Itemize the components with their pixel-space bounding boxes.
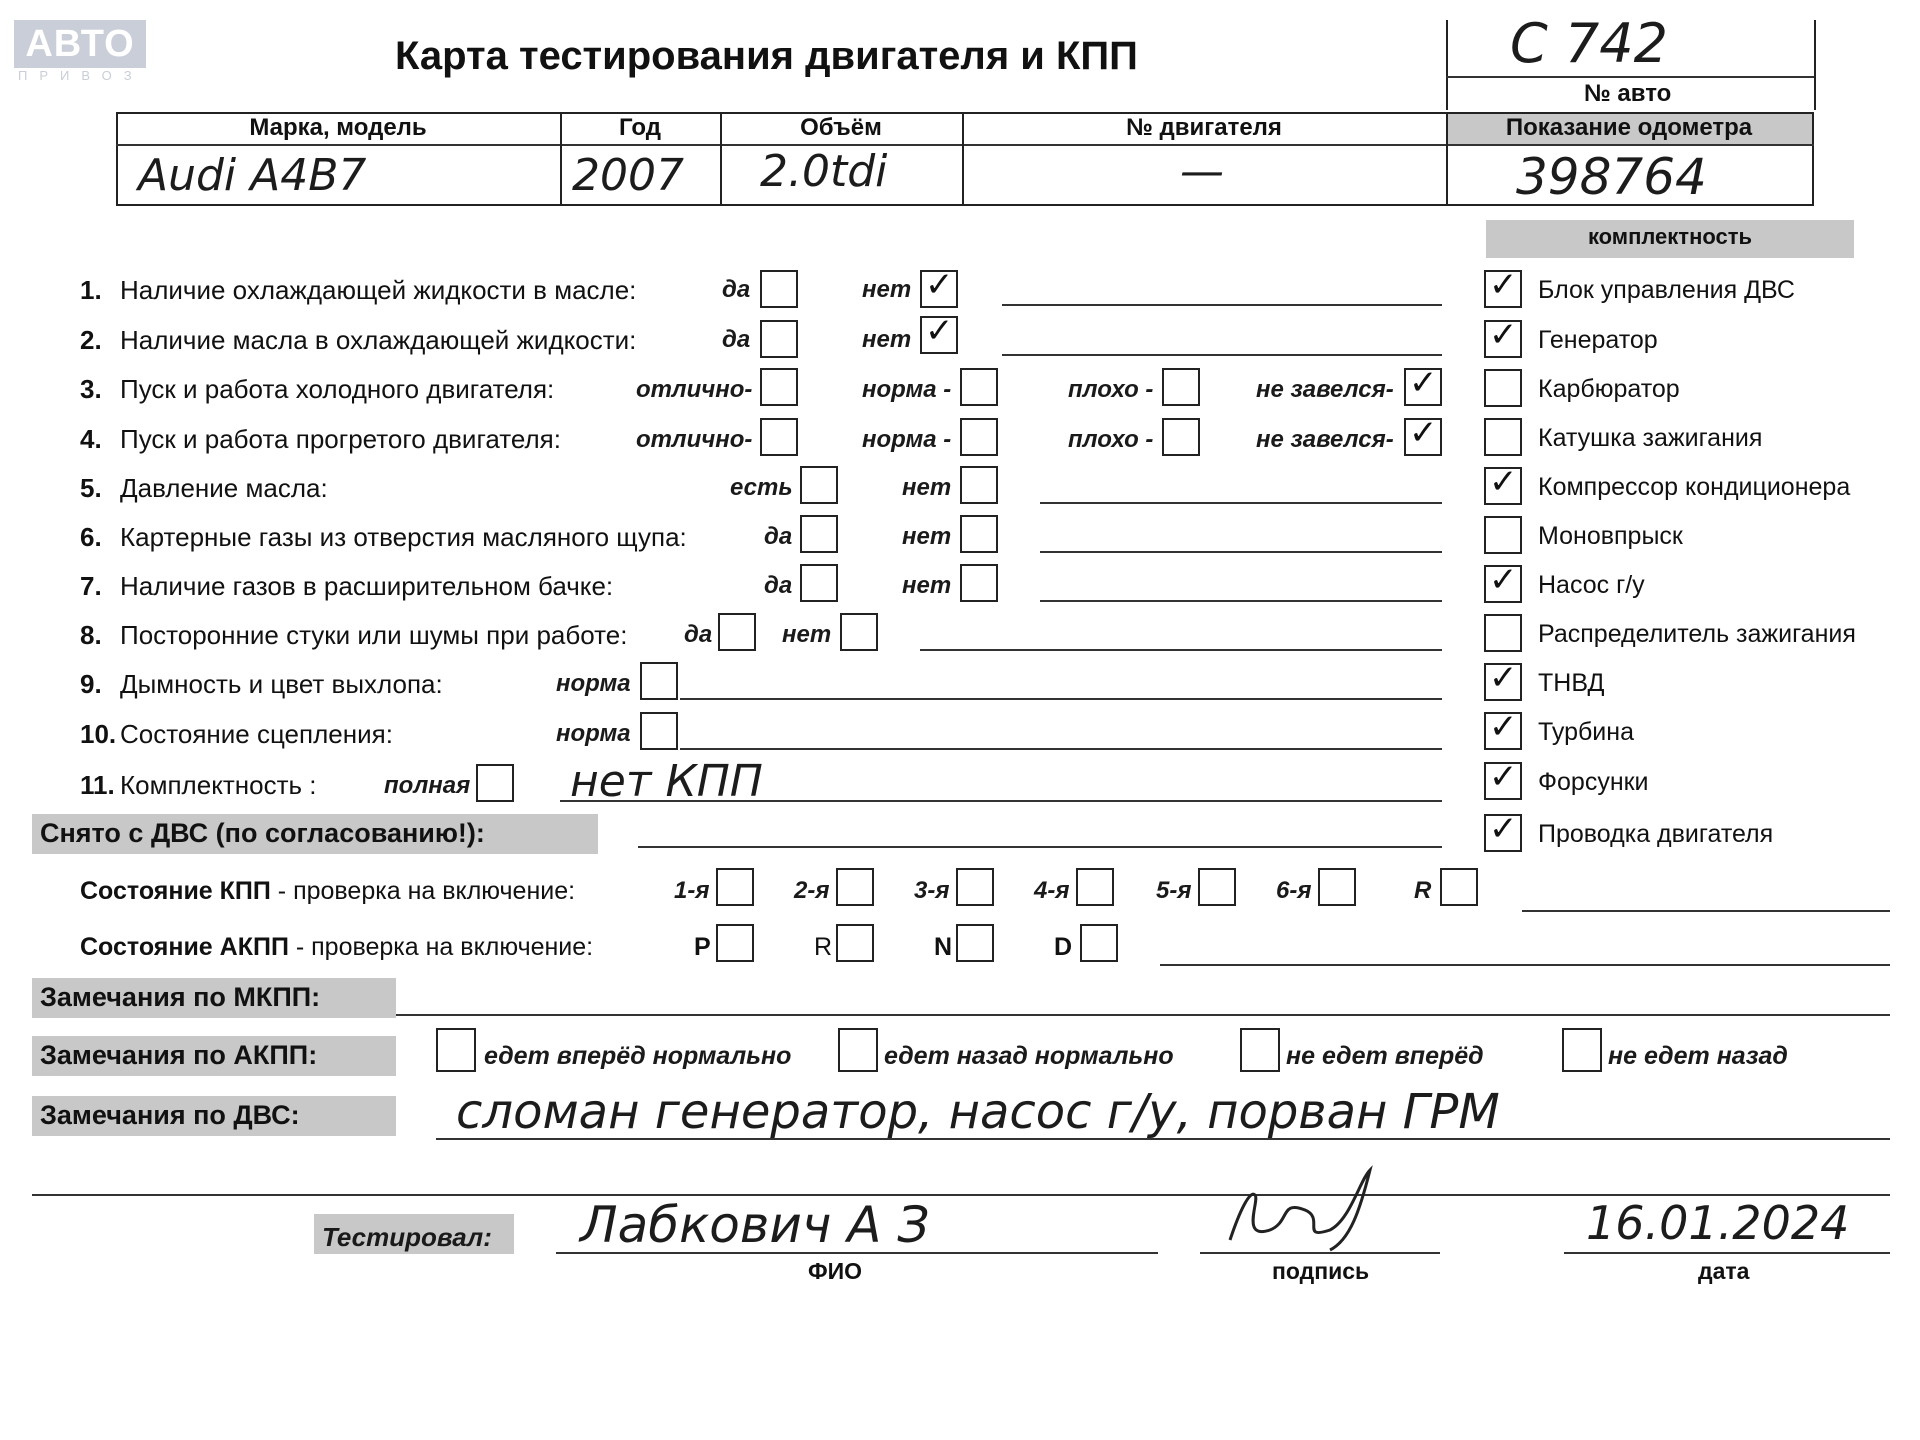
check-icon: ✓: [925, 265, 954, 305]
dvs-remarks-value: сломан генератор, насос г/у, порван ГРМ: [456, 1084, 1500, 1140]
row-5-line: [1040, 502, 1442, 504]
car-no-label: № авто: [1584, 80, 1672, 107]
check-icon: ✓: [1489, 757, 1518, 797]
row-3-opt-excellent: отлично-: [636, 376, 753, 403]
row-9: [80, 669, 443, 700]
row-6: [80, 522, 687, 553]
row-5-opt-yes: есть: [730, 474, 793, 501]
check-icon: ✓: [1489, 658, 1518, 698]
mkpp-remarks-line: [396, 1014, 1890, 1016]
row-10-line: [680, 748, 1442, 750]
row-4-opt-normal: норма -: [862, 426, 952, 453]
complect-item-injectors: Форсунки: [1538, 768, 1649, 796]
row-9-line: [680, 698, 1442, 700]
row-2-opt-no: нет: [862, 326, 912, 353]
row-number: 11.: [80, 770, 115, 800]
akpp-opt-backward: едет назад нормально: [884, 1042, 1174, 1070]
row-3: [80, 374, 554, 405]
akpp-mode-p: P: [694, 933, 711, 961]
header-divider: [116, 144, 1814, 146]
complect-box-injectors[interactable]: [1484, 757, 1522, 800]
engine-label: № двигателя: [1126, 114, 1282, 141]
row-11-opt-full: полная: [384, 772, 471, 799]
akpp-opt-no-backward-box[interactable]: [1562, 1028, 1602, 1072]
kpp-gear-5-box[interactable]: [1198, 868, 1236, 906]
signature-label: подпись: [1272, 1258, 1370, 1284]
row-5-no-box[interactable]: [960, 466, 998, 504]
complect-box-turbine[interactable]: [1484, 707, 1522, 750]
fio-label: ФИО: [808, 1258, 863, 1284]
row-label: Пуск и работа холодного двигателя:: [120, 374, 555, 404]
row-number: 4.: [80, 424, 102, 454]
row-4-nostart-box[interactable]: [1404, 413, 1442, 456]
odometer-value: 398764: [1516, 148, 1707, 206]
row-10: [80, 719, 393, 750]
complect-item-mono-injection: Моновпрыск: [1538, 522, 1683, 550]
row-number: 6.: [80, 522, 102, 552]
signature-line: [1200, 1252, 1440, 1254]
row-11-note: нет КПП: [570, 756, 763, 807]
row-3-bad-box[interactable]: [1162, 368, 1200, 406]
row-5-opt-no: нет: [902, 474, 952, 501]
complect-item-ac-compressor: Компрессор кондиционера: [1538, 473, 1851, 501]
row-number: 3.: [80, 374, 102, 404]
removed-line: [638, 846, 1442, 848]
row-label: Наличие газов в расширительном бачке:: [120, 571, 614, 601]
akpp-label-rest: - проверка на включение:: [288, 933, 594, 961]
check-icon: ✓: [1489, 265, 1518, 305]
row-label: Наличие масла в охлаждающей жидкости:: [120, 325, 637, 355]
row-4-excellent-box[interactable]: [760, 418, 798, 456]
row-6-line: [1040, 551, 1442, 553]
row-2-yes-box[interactable]: [760, 320, 798, 358]
akpp-mode-r: R: [814, 933, 833, 961]
akpp-mode-n: N: [934, 933, 953, 961]
volume-value: 2.0tdi: [760, 146, 888, 197]
row-7-yes-box[interactable]: [800, 564, 838, 602]
akpp-opt-backward-box[interactable]: [838, 1028, 878, 1072]
akpp-label: [80, 933, 593, 962]
row-11: [80, 770, 317, 801]
complect-item-generator: Генератор: [1538, 326, 1658, 354]
row-4: [80, 424, 561, 455]
akpp-mode-r-box[interactable]: [836, 924, 874, 962]
row-label: Картерные газы из отверстия масляного щупа:: [120, 522, 687, 552]
row-7-no-box[interactable]: [960, 564, 998, 602]
row-1-opt-no: нет: [862, 276, 912, 303]
row-4-normal-box[interactable]: [960, 418, 998, 456]
kpp-gear-3: 3-я: [914, 877, 950, 904]
row-1-line: [1002, 304, 1442, 306]
complect-box-wiring[interactable]: [1484, 809, 1522, 852]
complect-item-ecu: Блок управления ДВС: [1538, 276, 1795, 304]
akpp-opt-no-forward-box[interactable]: [1240, 1028, 1280, 1072]
car-no-underline: [1446, 76, 1814, 78]
kpp-gear-r-box[interactable]: [1440, 868, 1478, 906]
kpp-gear-6: 6-я: [1276, 877, 1312, 904]
row-8-opt-no: нет: [782, 621, 832, 648]
akpp-opt-no-forward: не едет вперёд: [1286, 1042, 1484, 1070]
row-6-yes-box[interactable]: [800, 515, 838, 553]
kpp-gear-2: 2-я: [794, 877, 830, 904]
row-2: [80, 325, 636, 356]
odometer-label: Показание одометра: [1505, 114, 1753, 141]
row-label: Пуск и работа прогретого двигателя:: [120, 424, 561, 454]
complect-item-ignition-coil: Катушка зажигания: [1538, 424, 1763, 452]
kpp-gear-1-box[interactable]: [716, 868, 754, 906]
check-icon: ✓: [1409, 413, 1438, 453]
row-label: Состояние сцепления:: [120, 719, 393, 749]
akpp-remarks-label: Замечания по АКПП:: [40, 1040, 318, 1070]
date-value: 16.01.2024: [1586, 1196, 1850, 1250]
akpp-opt-no-backward: не едет назад: [1608, 1042, 1788, 1070]
kpp-label-rest: - проверка на включение:: [270, 877, 576, 905]
year-value: 2007: [572, 150, 684, 201]
date-label: дата: [1698, 1258, 1750, 1284]
complect-box-mono-injection[interactable]: [1484, 516, 1522, 554]
row-3-opt-normal: норма -: [862, 376, 952, 403]
row-4-bad-box[interactable]: [1162, 418, 1200, 456]
row-6-opt-yes: да: [764, 523, 793, 550]
row-8-opt-yes: да: [684, 621, 713, 648]
row-9-opt-normal: норма: [556, 670, 631, 697]
dvs-remarks-label: Замечания по ДВС:: [40, 1100, 300, 1130]
kpp-gear-5: 5-я: [1156, 877, 1192, 904]
complect-box-ps-pump[interactable]: [1484, 560, 1522, 603]
row-4-opt-nostart: не завелся-: [1256, 426, 1394, 453]
row-4-opt-bad: плохо -: [1068, 426, 1154, 453]
row-5: [80, 473, 328, 504]
complect-box-distributor[interactable]: [1484, 614, 1522, 652]
row-2-opt-yes: да: [722, 326, 751, 353]
complect-box-ignition-coil[interactable]: [1484, 418, 1522, 456]
fio-line: [556, 1252, 1158, 1254]
row-number: 2.: [80, 325, 102, 355]
row-7: [80, 571, 613, 602]
complect-item-carburetor: Карбюратор: [1538, 375, 1680, 403]
check-icon: ✓: [925, 311, 954, 351]
complect-item-wiring: Проводка двигателя: [1538, 820, 1774, 848]
row-number: 9.: [80, 669, 102, 699]
tested-label: Тестировал:: [322, 1222, 492, 1252]
row-11-full-box[interactable]: [476, 764, 514, 802]
complect-item-distributor: Распределитель зажигания: [1538, 620, 1856, 648]
row-10-normal-box[interactable]: [640, 712, 678, 750]
logo: АВТО: [14, 20, 146, 68]
row-label: Дымность и цвет выхлопа:: [120, 669, 443, 699]
row-1: [80, 275, 636, 306]
akpp-mode-n-box[interactable]: [956, 924, 994, 962]
akpp-label-bold: Состояние АКПП: [80, 933, 289, 961]
complect-item-injection-pump: ТНВД: [1538, 669, 1605, 697]
kpp-gear-3-box[interactable]: [956, 868, 994, 906]
brand-value: Audi A4B7: [138, 150, 367, 201]
check-icon: ✓: [1409, 363, 1438, 403]
logo-subtitle: ПРИВОЗ: [18, 68, 144, 83]
row-2-line: [1002, 354, 1442, 356]
row-3-nostart-box[interactable]: [1404, 363, 1442, 406]
date-line: [1564, 1252, 1890, 1254]
complect-box-carburetor[interactable]: [1484, 369, 1522, 407]
kpp-gear-6-box[interactable]: [1318, 868, 1356, 906]
row-9-normal-box[interactable]: [640, 662, 678, 700]
row-2-no-box[interactable]: [920, 311, 958, 354]
row-3-excellent-box[interactable]: [760, 368, 798, 406]
row-8: [80, 620, 627, 651]
row-8-no-box[interactable]: [840, 613, 878, 651]
fio-value: Лабкович А З: [580, 1196, 930, 1254]
row-number: 7.: [80, 571, 102, 601]
complect-box-ac-compressor[interactable]: [1484, 462, 1522, 505]
brand-label: Марка, модель: [249, 114, 427, 141]
row-label: Посторонние стуки или шумы при работе:: [120, 620, 628, 650]
row-4-opt-excellent: отлично-: [636, 426, 753, 453]
signature: [1210, 1160, 1400, 1260]
row-7-opt-yes: да: [764, 572, 793, 599]
kpp-gear-4: 4-я: [1034, 877, 1070, 904]
row-label: Наличие охлаждающей жидкости в масле:: [120, 275, 637, 305]
akpp-opt-forward-box[interactable]: [436, 1028, 476, 1072]
row-6-no-box[interactable]: [960, 515, 998, 553]
complect-item-ps-pump: Насос г/у: [1538, 571, 1645, 599]
check-icon: ✓: [1489, 315, 1518, 355]
complect-box-generator[interactable]: [1484, 315, 1522, 358]
kpp-label: [80, 877, 575, 906]
row-number: 1.: [80, 275, 102, 305]
check-icon: ✓: [1489, 707, 1518, 747]
complect-header: комплектность: [1587, 224, 1753, 249]
akpp-mode-p-box[interactable]: [716, 924, 754, 962]
akpp-line: [1160, 964, 1890, 966]
row-3-opt-nostart: не завелся-: [1256, 376, 1394, 403]
removed-label: Снято с ДВС (по согласованию!):: [40, 818, 485, 848]
row-label: Давление масла:: [120, 473, 328, 503]
engine-value: —: [1180, 146, 1224, 197]
page-title: Карта тестирования двигателя и КПП: [395, 34, 1138, 78]
row-8-yes-box[interactable]: [718, 613, 756, 651]
complect-box-injection-pump[interactable]: [1484, 658, 1522, 701]
row-label: Комплектность :: [120, 770, 317, 800]
kpp-label-bold: Состояние КПП: [80, 877, 271, 905]
row-number: 10.: [80, 719, 117, 749]
row-6-opt-no: нет: [902, 523, 952, 550]
row-3-opt-bad: плохо -: [1068, 376, 1154, 403]
complect-item-turbine: Турбина: [1538, 718, 1634, 746]
kpp-gear-4-box[interactable]: [1076, 868, 1114, 906]
kpp-line: [1522, 910, 1890, 912]
kpp-gear-r: R: [1414, 877, 1432, 904]
row-1-no-box[interactable]: [920, 265, 958, 308]
year-label: Год: [619, 114, 661, 141]
row-10-opt-normal: норма: [556, 720, 631, 747]
complect-box-ecu[interactable]: [1484, 265, 1522, 308]
row-7-opt-no: нет: [902, 572, 952, 599]
row-8-line: [920, 649, 1442, 651]
akpp-mode-d: D: [1054, 933, 1073, 961]
check-icon: ✓: [1489, 462, 1518, 502]
row-number: 5.: [80, 473, 102, 503]
row-1-opt-yes: да: [722, 276, 751, 303]
volume-label: Объём: [800, 114, 882, 141]
dvs-remarks-line: [436, 1138, 1890, 1140]
row-3-normal-box[interactable]: [960, 368, 998, 406]
row-1-yes-box[interactable]: [760, 270, 798, 308]
row-11-line: [560, 800, 1442, 802]
kpp-gear-2-box[interactable]: [836, 868, 874, 906]
mkpp-remarks-label: Замечания по МКПП:: [40, 982, 321, 1012]
check-icon: ✓: [1489, 809, 1518, 849]
row-5-yes-box[interactable]: [800, 466, 838, 504]
car-no-value: C 742: [1510, 12, 1668, 75]
akpp-mode-d-box[interactable]: [1080, 924, 1118, 962]
kpp-gear-1: 1-я: [674, 877, 710, 904]
akpp-opt-forward: едет вперёд нормально: [484, 1042, 792, 1070]
row-number: 8.: [80, 620, 102, 650]
row-7-line: [1040, 600, 1442, 602]
check-icon: ✓: [1489, 560, 1518, 600]
